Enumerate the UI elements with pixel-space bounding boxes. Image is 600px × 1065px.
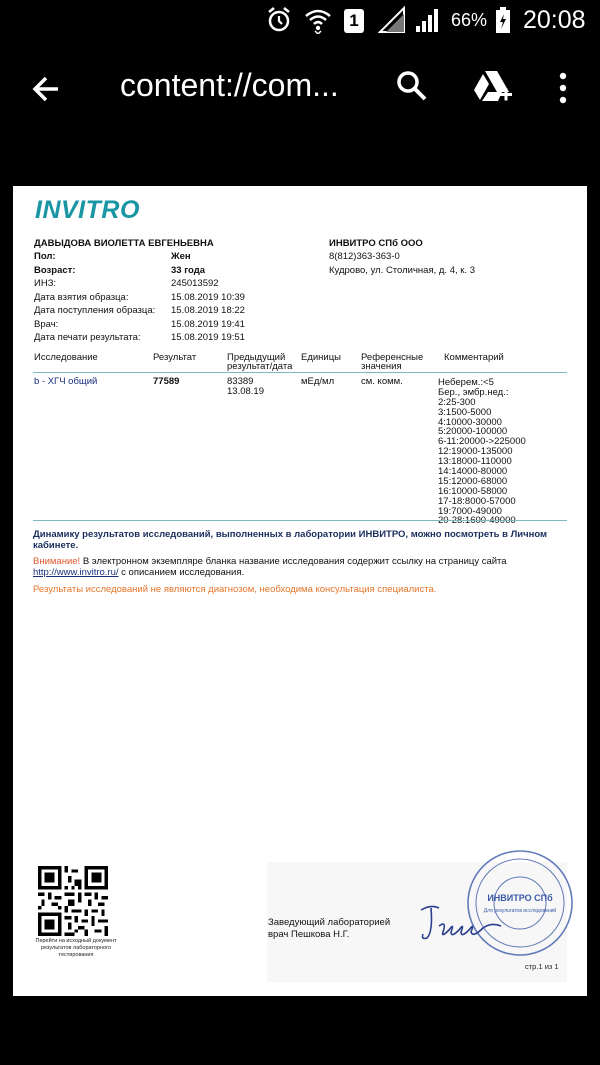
app-title: content://com...: [120, 67, 339, 103]
printed-label: Дата печати результата:: [34, 332, 141, 343]
taken-label: Дата взятия образца:: [34, 292, 129, 303]
comment-line: 15:12000-68000: [438, 475, 508, 487]
age-label: Возраст:: [34, 265, 76, 276]
col-units-header: Единицы: [301, 352, 342, 363]
qr-code-icon[interactable]: [38, 866, 108, 936]
lab-name: ИНВИТРО СПб ООО: [329, 238, 423, 249]
signal-icon: [378, 6, 406, 34]
ref-value: см. комм.: [361, 376, 403, 387]
col-ref-header-2: значения: [361, 361, 402, 372]
comment-line: 14:14000-80000: [438, 466, 508, 478]
document-page: [13, 186, 587, 996]
lab-phone: 8(812)363-363-0: [329, 251, 400, 262]
invitro-site-link[interactable]: http://www.invitro.ru/: [33, 567, 119, 578]
col-prev-header-1: Предыдущий: [227, 352, 286, 363]
doctor-label: Врач:: [34, 319, 59, 330]
comment-line: 13:18000-110000: [438, 456, 512, 468]
comment-line: 3:1500-5000: [438, 406, 492, 418]
inz-label: ИНЗ:: [34, 278, 57, 289]
patient-name: ДАВЫДОВА ВИОЛЕТТА ЕВГЕНЬЕВНА: [34, 238, 214, 249]
table-bottom-divider: [33, 520, 567, 521]
page-number: стр.1 из 1: [525, 962, 559, 971]
received-value: 15.08.2019 18:22: [171, 305, 245, 316]
wifi-icon: [303, 6, 333, 34]
study-link[interactable]: b - ХГЧ общий: [34, 376, 98, 387]
sex-label: Пол:: [34, 251, 56, 262]
comment-line: Неберем.:<5: [438, 377, 494, 388]
lab-address: Кудрово, ул. Столичная, д. 4, к. 3: [329, 265, 475, 276]
table-header-divider: [33, 372, 567, 373]
prev-date: 13.08.19: [227, 386, 264, 397]
result-value: 77589: [153, 376, 180, 387]
col-comment-header: Комментарий: [444, 352, 504, 363]
printed-value: 15.08.2019 19:51: [171, 332, 245, 343]
attention-tail: с описанием исследования.: [118, 567, 245, 578]
comment-line: 4:10000-30000: [438, 416, 502, 428]
comment-line: 2:25-300: [438, 396, 476, 408]
battery-percent: 66%: [451, 10, 488, 30]
taken-value: 15.08.2019 10:39: [171, 292, 245, 303]
attention-note: [33, 556, 573, 578]
signer-title: Заведующий лабораторией: [268, 917, 391, 928]
col-result-header: Результат: [153, 352, 197, 363]
attention-text: В электронном экземпляре бланка название исследования содержит ссылку на страницу сайта: [80, 556, 507, 567]
signer-block: [268, 917, 390, 941]
comment-list: [438, 378, 526, 526]
stamp-subtext: Для результатов исследований: [483, 908, 557, 914]
qr-caption: Перейти на исходный документ результатов лабораторного тестирования: [35, 938, 117, 958]
col-study-header: Исследование: [34, 352, 98, 363]
units-value: мЕд/мл: [301, 376, 335, 387]
signer-name: врач Пешкова Н.Г.: [268, 929, 350, 940]
sim-indicator: 1: [344, 9, 364, 33]
search-icon[interactable]: [394, 68, 430, 109]
comment-line: Бер., эмбр.нед.:: [438, 386, 509, 398]
comment-line: 5:20000-100000: [438, 426, 508, 438]
comment-line: 19:7000-49000: [438, 505, 502, 517]
col-ref-header-1: Референсные: [361, 352, 424, 363]
diagnosis-warning: Результаты исследований не являются диагнозом, необходима консультация специалиста.: [33, 584, 437, 595]
inz-value: 245013592: [171, 278, 219, 289]
received-label: Дата поступления образца:: [34, 305, 156, 316]
alarm-icon: [265, 6, 293, 34]
signal-bars-icon: [414, 6, 442, 34]
stamp-text: ИНВИТРО СПб: [487, 893, 553, 903]
comment-line: [438, 516, 526, 526]
doctor-value: 15.08.2019 19:41: [171, 319, 245, 330]
invitro-logo: INVITRO: [35, 196, 140, 224]
app-bar: [0, 42, 600, 136]
comment-line: 12:19000-135000: [438, 446, 513, 458]
status-bar: [0, 0, 600, 42]
dynamic-results-note: Динамику результатов исследований, выполненных в лаборатории ИНВИТРО, можно посмотреть в Личном кабинете.: [33, 529, 548, 551]
drive-add-icon[interactable]: [472, 69, 514, 110]
battery-charging-icon: [495, 6, 511, 34]
comment-line: 16:10000-58000: [438, 485, 508, 497]
attention-label: Внимание!: [33, 556, 81, 567]
comment-line: 17-18:8000-57000: [438, 495, 516, 507]
comment-line: 6-11:20000->225000: [438, 436, 526, 448]
sex-value: Жен: [171, 251, 191, 262]
age-value: 33 года: [171, 265, 206, 276]
signature-icon: [417, 902, 507, 944]
more-vert-icon[interactable]: [556, 70, 570, 111]
back-arrow-icon[interactable]: [28, 70, 66, 108]
prev-value: 83389: [227, 376, 254, 387]
col-prev-header-2: результат/дата: [227, 361, 293, 372]
clock: 20:08: [523, 6, 586, 34]
